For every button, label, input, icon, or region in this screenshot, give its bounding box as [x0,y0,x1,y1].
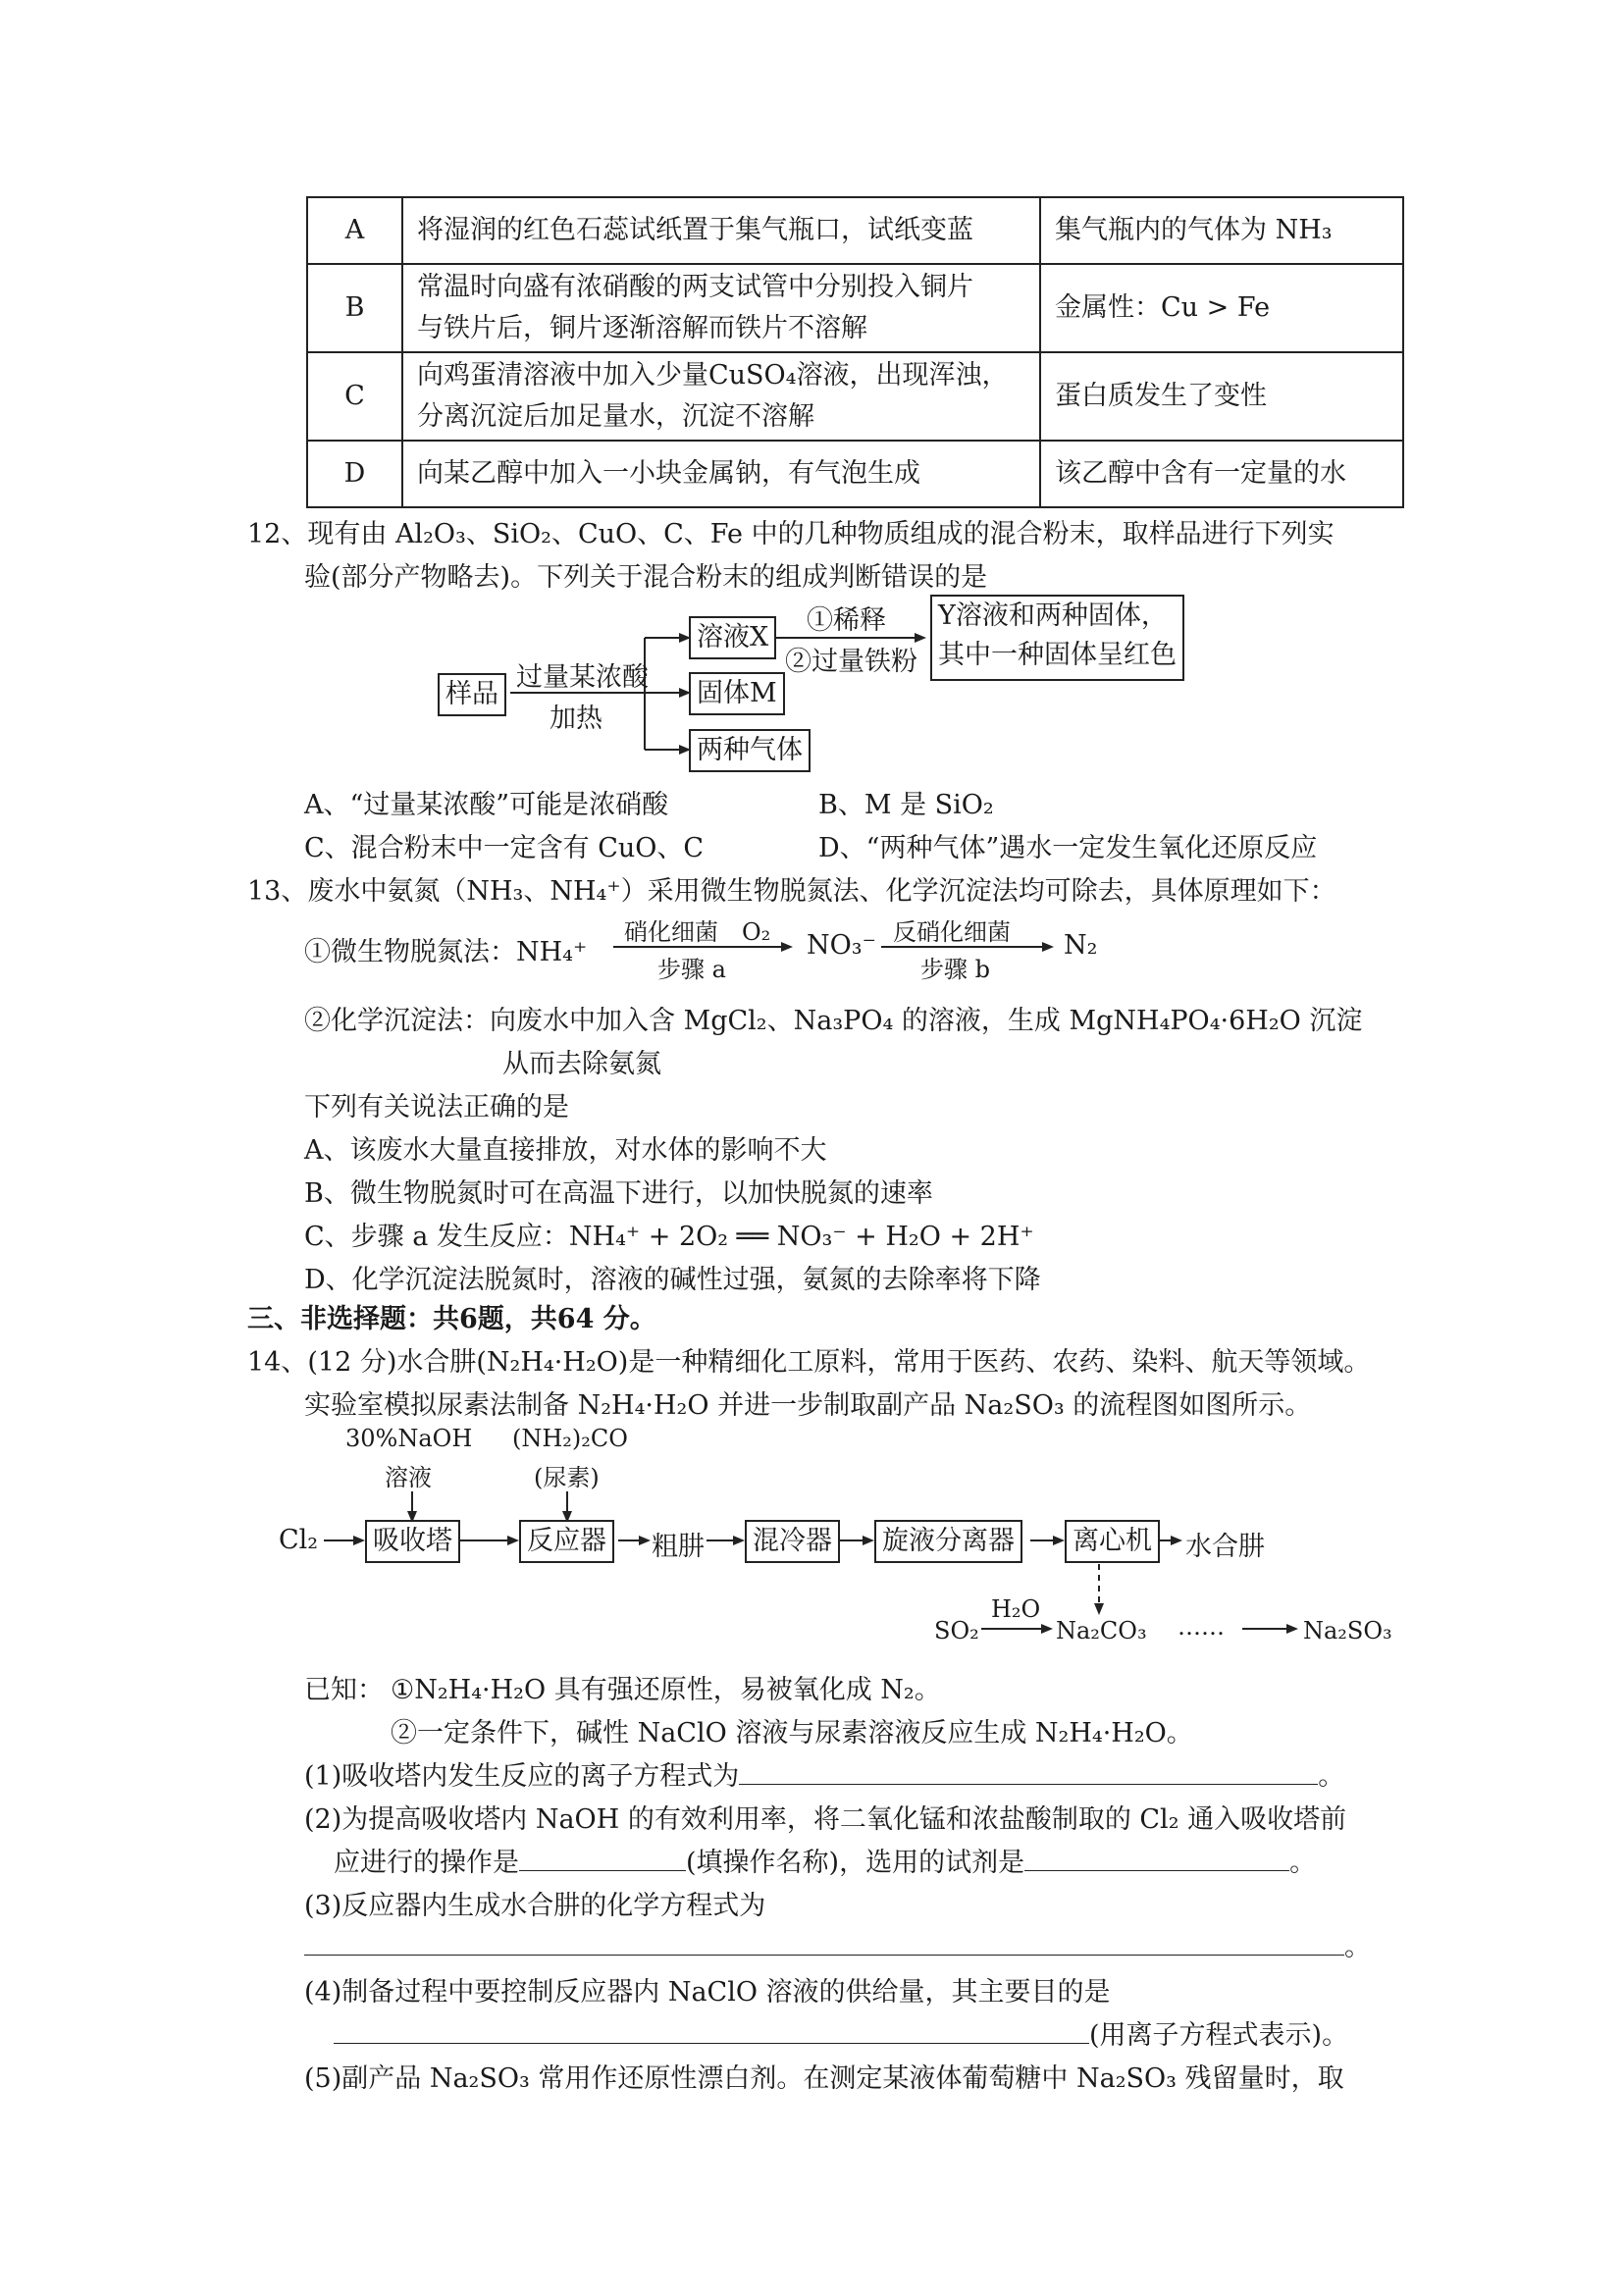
q12-option-b: B、M 是 SiO₂ [818,790,994,820]
crude-hydrazine: 粗肼 [652,1532,705,1562]
q14-stem-line2: 实验室模拟尿素法制备 N₂H₄·H₂O 并进一步制取副产品 Na₂SO₃ 的流程图如图所示。 [304,1390,1312,1421]
sub-question-2-line1: (2)为提高吸收塔内 NaOH 的有效利用率，将二氧化锰和浓盐酸制取的 Cl₂ 通入吸收塔前 [304,1804,1347,1835]
row-label: D [307,441,402,507]
urea-feed: (NH₂)₂CO [512,1425,628,1452]
row-conclusion: 该乙醇中含有一定量的水 [1040,441,1403,507]
answer-blank[interactable] [304,1954,1344,1956]
row-operation: 将湿润的红色石蕊试纸置于集气瓶口，试纸变蓝 [402,197,1040,264]
chem-precipitation-line2: 从而去除氨氮 [502,1049,661,1079]
nitrogen: N₂ [1064,930,1098,961]
so2-input: SO₂ [934,1617,979,1644]
step-a-condition: 硝化细菌 O₂ [624,918,771,946]
q13-option-b: B、微生物脱氮时可在高温下进行，以加快脱氮的速率 [304,1178,933,1209]
sub-question-1-text: (1)吸收塔内发生反应的离子方程式为 [304,1761,740,1792]
step-iron: ②过量铁粉 [785,647,917,677]
row-label: B [307,264,402,352]
q12-option-d: D、“两种气体”遇水一定发生氧化还原反应 [818,833,1318,863]
operation-line: 常温时向盛有浓硝酸的两支试管中分别投入铜片 [417,272,973,302]
condition-heat: 加热 [550,704,602,734]
period: 。 [1289,1848,1317,1878]
step-b-condition: 反硝化细菌 [893,918,1011,946]
sodium-sulfite: Na₂SO₃ [1303,1617,1392,1644]
row-operation: 向某乙醇中加入一小块金属钠，有气泡生成 [402,441,1040,507]
two-gases-box: 两种气体 [689,729,811,772]
sodium-carbonate: Na₂CO₃ [1056,1617,1147,1644]
naoh-feed: 30%NaOH [345,1425,473,1452]
step-a-label: 步骤 a [657,956,726,983]
known-label: 已知： [304,1675,384,1705]
water-condition: H₂O [991,1595,1041,1623]
section-three-heading: 三、非选择题：共6题，共64 分。 [247,1304,656,1334]
reactor-box: 反应器 [519,1520,614,1563]
mixer-box: 混冷器 [745,1520,840,1563]
q13-question: 下列有关说法正确的是 [304,1092,569,1122]
q12-stem-line1: 12、现有由 Al₂O₃、SiO₂、CuO、C、Fe 中的几种物质组成的混合粉末，取样品进行下列实 [247,519,1335,549]
sub-question-3: (3)反应器内生成水合肼的化学方程式为 [304,1891,766,1921]
chem-precipitation-line1: ②化学沉淀法：向废水中加入含 MgCl₂、Na₃PO₄ 的溶液，生成 MgNH₄PO₄·6H₂O 沉淀 [304,1006,1363,1036]
period: 。 [1318,1761,1345,1792]
row-conclusion: 集气瓶内的气体为 NH₃ [1040,197,1403,264]
sample-box: 样品 [438,673,506,716]
ellipsis: …… [1178,1613,1225,1641]
operation-line: 向鸡蛋清溶液中加入少量CuSO₄溶液，出现浑浊， [417,360,1009,391]
period: 。 [1344,1932,1371,1962]
q14-stem-line1: 14、(12 分)水合肼(N₂H₄·H₂O)是一种精细化工原料，常用于医药、农药、染料、航天等领域。 [247,1347,1371,1378]
result-line: 其中一种固体呈红色 [938,640,1177,670]
chlorine-input: Cl₂ [279,1525,319,1555]
sub-question-4-line2 [334,2013,1348,2052]
sub-question-2-text-b: (填操作名称)，选用的试剂是 [686,1848,1025,1878]
centrifuge-box: 离心机 [1065,1520,1160,1563]
answer-blank[interactable] [1024,1869,1289,1871]
sub-question-4-hint: (用离子方程式表示)。 [1089,2020,1349,2051]
answer-blank[interactable] [334,2042,1089,2044]
naoh-feed-label: 溶液 [385,1464,432,1491]
q13-option-c: C、步骤 a 发生反应：NH₄⁺ + 2O₂ ══ NO₃⁻ + H₂O + 2H⁺ [304,1222,1034,1252]
urea-feed-label: (尿素) [534,1464,600,1491]
sub-question-2-text-a: 应进行的操作是 [334,1848,519,1878]
row-label: C [307,352,402,441]
row-conclusion: 金属性：Cu > Fe [1040,264,1403,352]
known-1: ①N₂H₄·H₂O 具有强还原性，易被氧化成 N₂。 [391,1675,941,1705]
sub-question-5: (5)副产品 Na₂SO₃ 常用作还原性漂白剂。在测定某液体葡萄糖中 Na₂SO₃ 残留量时，取 [304,2063,1344,2094]
known-2: ②一定条件下，碱性 NaClO 溶液与尿素溶液反应生成 N₂H₄·H₂O。 [391,1718,1193,1748]
q12-option-c: C、混合粉末中一定含有 CuO、C [304,833,705,863]
q13-option-a: A、该废水大量直接排放，对水体的影响不大 [304,1135,827,1166]
operation-line: 分离沉淀后加足量水，沉淀不溶解 [417,401,814,432]
absorber-box: 吸收塔 [365,1520,460,1563]
step-b-label: 步骤 b [920,956,990,983]
row-label: A [307,197,402,264]
bio-denitrification-label: ①微生物脱氮法：NH₄⁺ [304,937,588,967]
hydrazine-product: 水合肼 [1185,1532,1265,1562]
result-line: Y溶液和两种固体， [938,600,1168,631]
q12-option-a: A、“过量某浓酸”可能是浓硝酸 [304,790,669,820]
solid-m-box: 固体M [689,672,785,715]
condition-acid: 过量某浓酸 [516,662,649,693]
operation-line: 与铁片后，铜片逐渐溶解而铁片不溶解 [417,313,867,343]
solution-x-box: 溶液X [689,616,776,659]
row-conclusion: 蛋白质发生了变性 [1040,352,1403,441]
sub-question-4-line1: (4)制备过程中要控制反应器内 NaClO 溶液的供给量，其主要目的是 [304,1977,1111,2008]
answer-blank[interactable] [519,1869,686,1871]
q12-stem-line2: 验(部分产物略去)。下列关于混合粉末的组成判断错误的是 [304,562,988,593]
sub-question-3-answer-line [304,1925,1371,1963]
q13-stem: 13、废水中氨氮（NH₃、NH₄⁺）采用微生物脱氮法、化学沉淀法均可除去，具体原理如下： [247,876,1336,907]
answer-blank[interactable] [739,1783,1318,1785]
nitrate: NO₃⁻ [807,930,876,961]
cyclone-box: 旋液分离器 [874,1520,1022,1563]
step-dilute: ①稀释 [807,605,886,636]
sub-question-2-line2 [334,1841,1316,1879]
q13-option-d: D、化学沉淀法脱氮时，溶液的碱性过强，氨氮的去除率将下降 [304,1265,1041,1295]
sub-question-1 [304,1754,1344,1793]
